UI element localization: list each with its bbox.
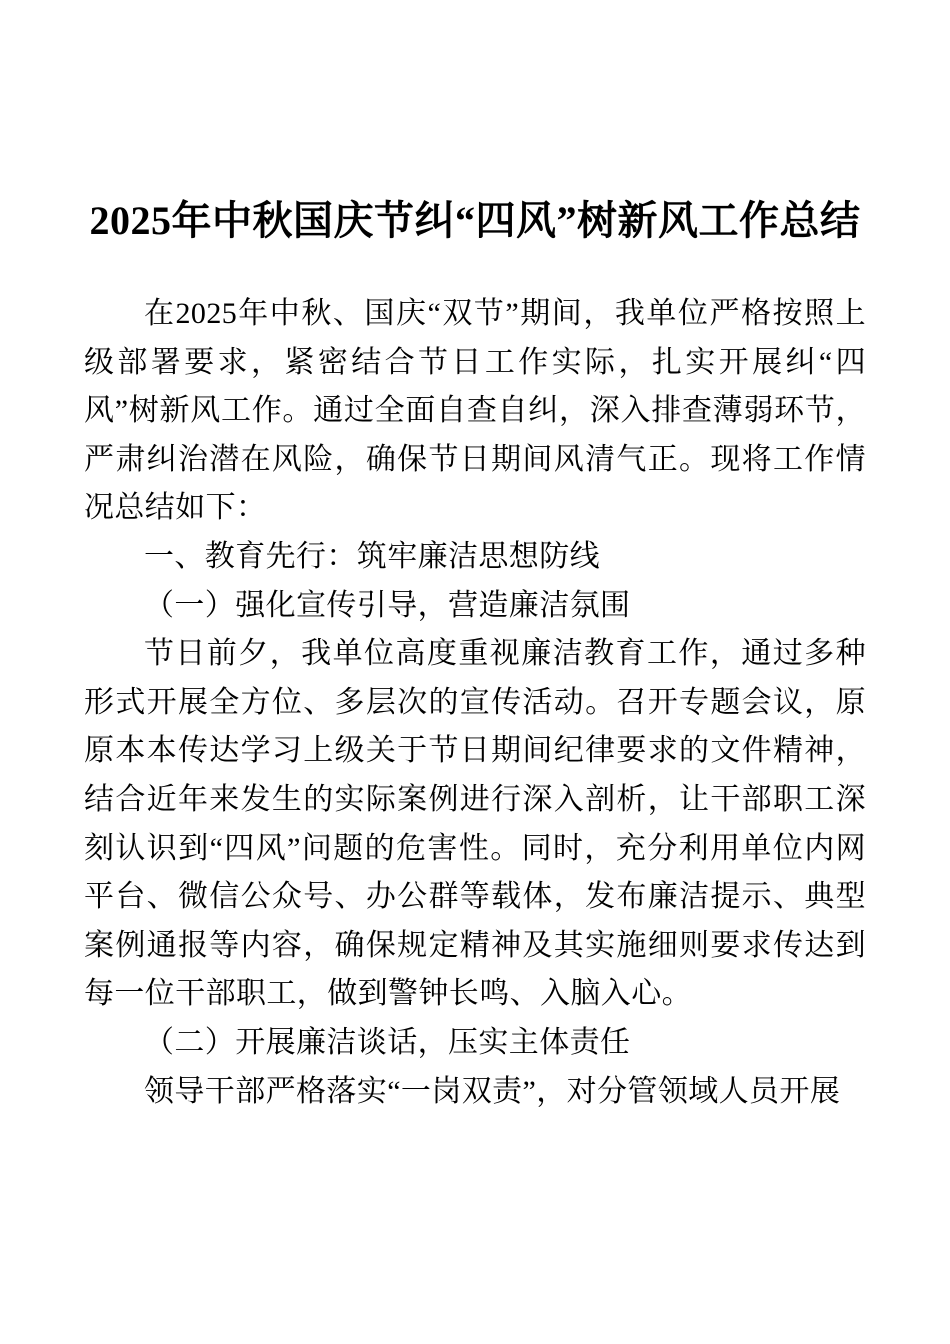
paragraph-5: （二）开展廉洁谈话，压实主体责任 — [144, 1025, 631, 1059]
paragraph-6: 领导干部严格落实“一岗双责”，对分管领域人员开展 — [144, 1074, 841, 1108]
document-body — [84, 290, 866, 1116]
paragraph-1: 在2025年中秋、国庆“双节”期间，我单位严格按照上级部署要求，紧密结合节日工作实际，扎实开展纠“四风”树新风工作。通过全面自查自纠，深入排查薄弱环节，严肃纠治潜在风险，确保节日期间风清气正。现将工作情况总结如下： — [84, 297, 866, 525]
paragraph-2: 一、教育先行：筑牢廉洁思想防线 — [144, 539, 600, 573]
paragraph-4: 节日前夕，我单位高度重视廉洁教育工作，通过多种形式开展全方位、多层次的宣传活动。召开专题会议，原原本本传达学习上级关于节日期间纪律要求的文件精神，结合近年来发生的实际案例进行深入剖析，让干部职工深刻认识到“四风”问题的危害性。同时，充分利用单位内网平台、微信公众号、办公群等载体，发布廉洁提示、典型案例通报等内容，确保规定精神及其实施细则要求传达到每一位干部职工，做到警钟长鸣、入脑入心。 — [84, 637, 866, 1011]
paragraph-3: （一）强化宣传引导，营造廉洁氛围 — [144, 588, 631, 622]
page-title: 2025年中秋国庆节纠“四风”树新风工作总结 — [89, 198, 861, 243]
